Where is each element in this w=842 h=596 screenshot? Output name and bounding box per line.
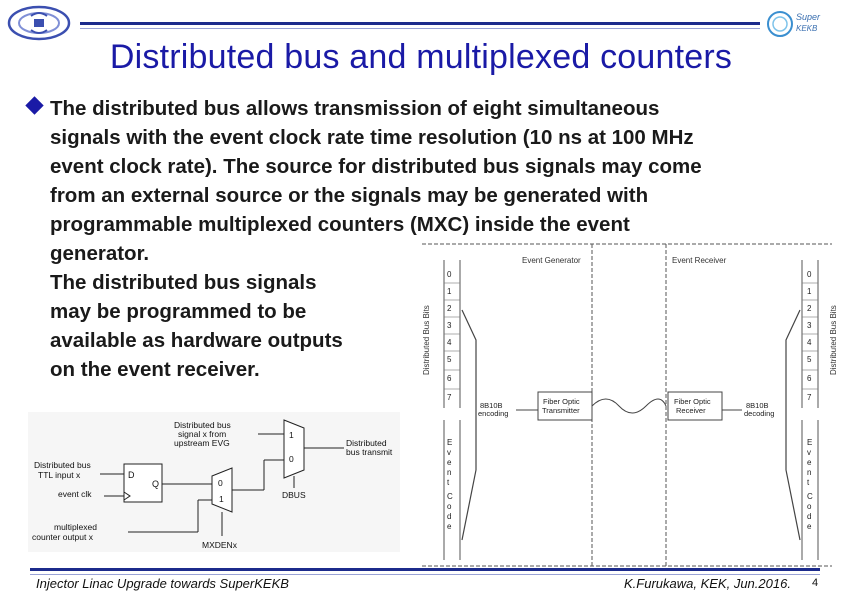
mux-bottom-input-0: 0 xyxy=(218,478,223,488)
event-code-letter: C xyxy=(447,492,453,501)
bit-label: 6 xyxy=(807,374,812,383)
event-code-letter: v xyxy=(447,448,451,457)
footer-rule-thin xyxy=(30,574,820,575)
event-code-letter: v xyxy=(807,448,811,457)
clk-label: event clk xyxy=(58,489,92,499)
ttl-label-line1: Distributed bus xyxy=(34,460,91,470)
event-code-letter: n xyxy=(447,468,452,477)
bit-label: 0 xyxy=(807,270,812,279)
output-label-line1: Distributed xyxy=(346,438,387,448)
superkekb-logo-icon xyxy=(766,6,832,42)
event-code-letter: E xyxy=(807,438,813,447)
body-line: signals with the event clock rate time resolution (10 ns at 100 MHz xyxy=(50,126,694,149)
receiver-label-line1: Fiber Optic xyxy=(674,397,711,406)
receiver-label-line2: Receiver xyxy=(676,406,706,415)
event-code-letter: d xyxy=(447,512,452,521)
footer-left-text: Injector Linac Upgrade towards SuperKEKB xyxy=(36,576,289,591)
event-code-letter: e xyxy=(447,522,452,531)
footer-right-text: K.Furukawa, KEK, Jun.2016. xyxy=(624,576,791,591)
body-line: event clock rate). The source for distributed bus signals may come xyxy=(50,155,702,178)
logo-kekb-text: KEKB xyxy=(796,24,818,33)
bit-label: 6 xyxy=(447,374,452,383)
upstream-label-line3: upstream EVG xyxy=(174,438,230,448)
event-code-letter: t xyxy=(807,478,810,487)
event-receiver-label: Event Receiver xyxy=(672,256,727,265)
bit-label: 5 xyxy=(807,355,812,364)
body-line: programmable multiplexed counters (MXC) inside the event xyxy=(50,213,630,236)
encode-label-line2: encoding xyxy=(478,409,509,418)
event-code-letter: e xyxy=(807,458,812,467)
header-rule xyxy=(80,22,760,25)
bit-label: 1 xyxy=(807,287,812,296)
mxden-label: MXDENx xyxy=(202,540,237,550)
ttl-label-line2: TTL input x xyxy=(38,470,81,480)
bit-label: 7 xyxy=(447,393,452,402)
left-bit-column xyxy=(444,260,460,408)
upstream-label-line1: Distributed bus xyxy=(174,420,231,430)
mux-dbus-select xyxy=(212,468,232,512)
bit-label: 3 xyxy=(807,321,812,330)
mux-top-input-1: 1 xyxy=(289,430,294,440)
right-event-code-column xyxy=(802,420,818,560)
mux-circuit-diagram xyxy=(28,412,400,552)
output-label-line2: bus transmit xyxy=(346,447,393,457)
counter-label-line2: counter output x xyxy=(32,532,93,542)
right-bit-column xyxy=(802,260,818,408)
body-line: The distributed bus allows transmission of eight simultaneous xyxy=(50,97,660,120)
event-generator-label: Event Generator xyxy=(522,256,581,265)
mux-bottom-input-1: 1 xyxy=(219,494,224,504)
bit-label: 2 xyxy=(807,304,812,313)
bit-label: 0 xyxy=(447,270,452,279)
bit-label: 4 xyxy=(807,338,812,347)
event-code-letter: n xyxy=(807,468,812,477)
counter-label-line1: multiplexed xyxy=(54,522,97,532)
decode-label-line2: decoding xyxy=(744,409,775,418)
encode-label-line1: 8B10B xyxy=(480,401,503,410)
body-line: may be programmed to be xyxy=(50,300,307,323)
logo-super-text: Super xyxy=(796,12,821,22)
encoder-funnel-left xyxy=(462,310,476,540)
bit-label: 2 xyxy=(447,304,452,313)
mux-top-input-0: 0 xyxy=(289,454,294,464)
footer-rule xyxy=(30,568,820,571)
event-code-letter: E xyxy=(447,438,453,447)
body-line: from an external source or the signals may be generated with xyxy=(50,184,649,207)
bit-label: 4 xyxy=(447,338,452,347)
event-code-letter: t xyxy=(447,478,450,487)
decoder-funnel-right xyxy=(786,310,800,540)
decode-label-line1: 8B10B xyxy=(746,401,769,410)
body-line: The distributed bus signals xyxy=(50,271,317,294)
transmitter-label-line1: Fiber Optic xyxy=(543,397,580,406)
body-line: available as hardware outputs xyxy=(50,329,343,352)
body-line: generator. xyxy=(50,242,150,265)
bit-label: 3 xyxy=(447,321,452,330)
slide-title: Distributed bus and multiplexed counters xyxy=(109,38,733,76)
bit-label: 7 xyxy=(807,393,812,402)
transmitter-label-line2: Transmitter xyxy=(542,406,580,415)
ff-q-label: Q xyxy=(152,479,160,489)
body-line: on the event receiver. xyxy=(50,358,260,381)
header-rule-thin xyxy=(80,28,760,29)
left-event-code-column xyxy=(444,420,460,560)
bus-bits-label-left: Distributed Bus Bits xyxy=(422,305,431,375)
ff-d-label: D xyxy=(128,470,135,480)
event-code-letter: C xyxy=(807,492,813,501)
dbus-label: DBUS xyxy=(282,490,306,500)
event-code-letter: o xyxy=(807,502,812,511)
distributed-bus-diagram xyxy=(416,240,836,570)
event-code-letter: o xyxy=(447,502,452,511)
bit-label: 1 xyxy=(447,287,452,296)
fiber-link xyxy=(592,399,666,413)
bit-label: 5 xyxy=(447,355,452,364)
event-code-letter: d xyxy=(807,512,812,521)
event-code-letter: e xyxy=(447,458,452,467)
mux-upstream-select xyxy=(284,420,304,478)
event-code-letter: e xyxy=(807,522,812,531)
kek-logo-icon xyxy=(6,4,72,42)
bullet-diamond-icon xyxy=(25,96,43,114)
page-number: 4 xyxy=(812,577,819,589)
upstream-label-line2: signal x from xyxy=(178,429,227,439)
bus-bits-label-right: Distributed Bus Bits xyxy=(829,305,838,375)
